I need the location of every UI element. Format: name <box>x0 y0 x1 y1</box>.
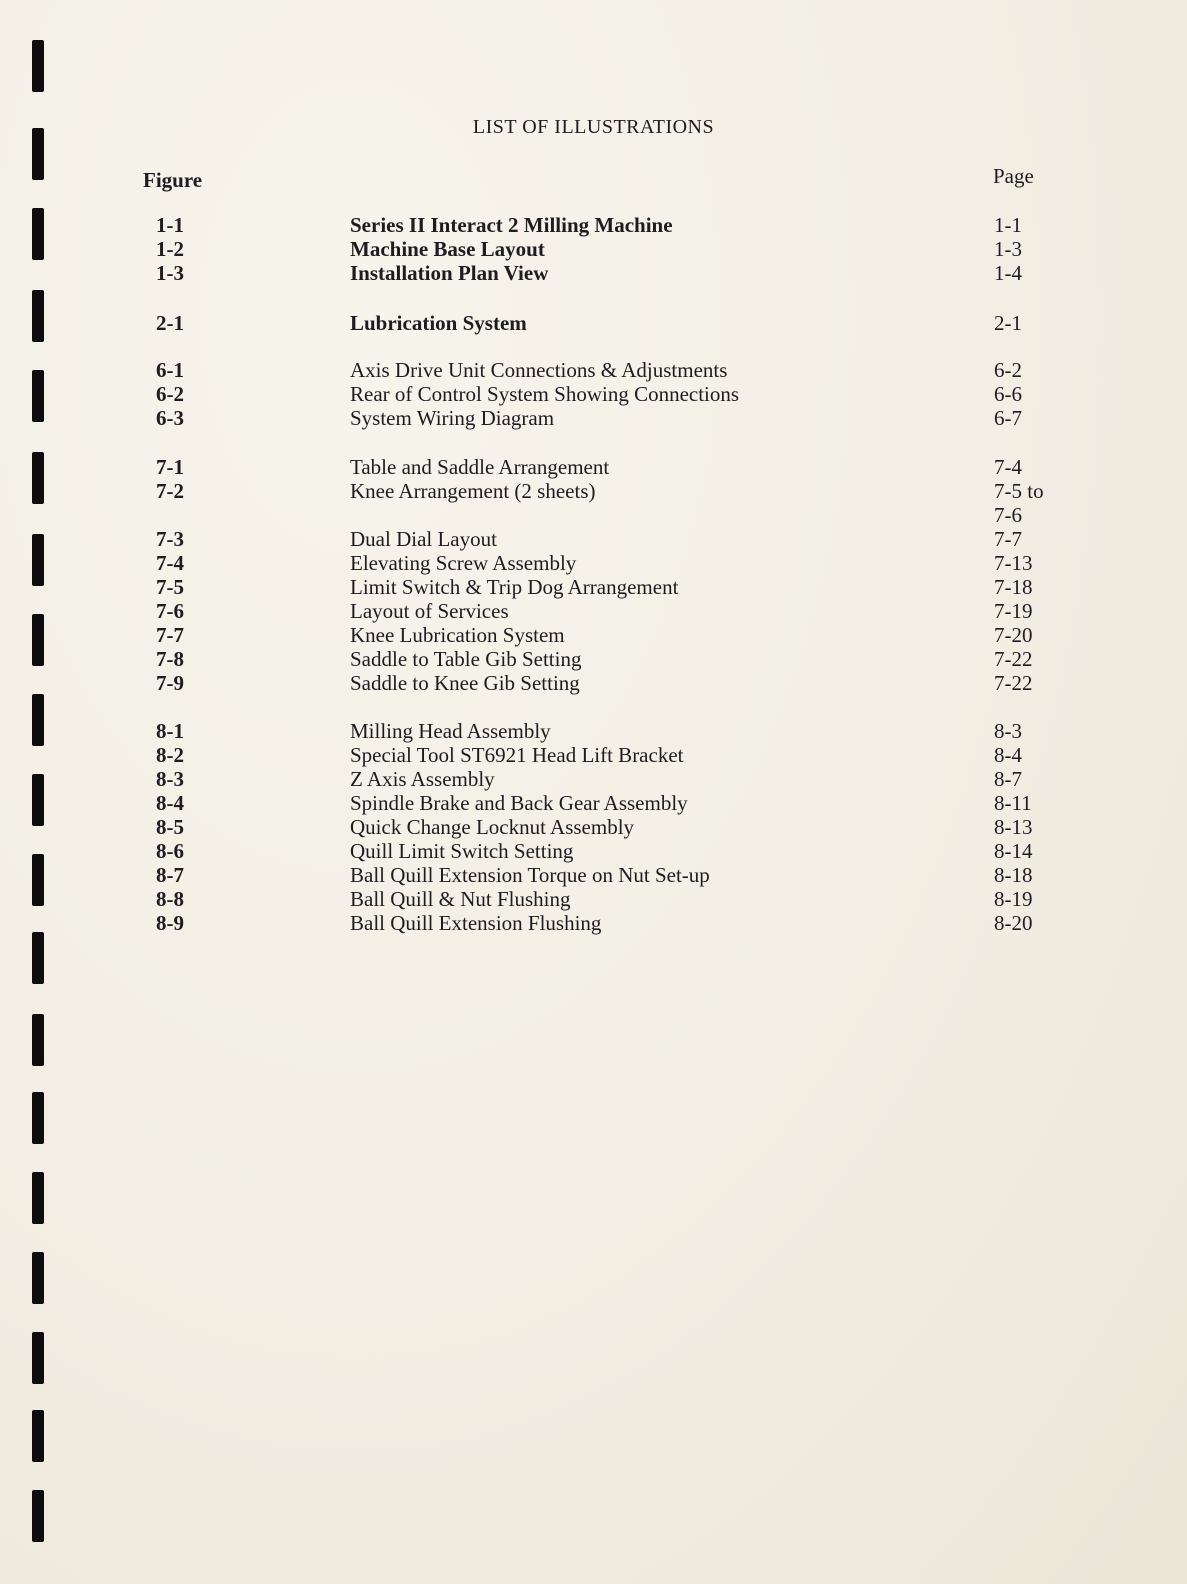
page-number: 2-1 <box>994 311 1022 335</box>
page-number: 8-13 <box>994 815 1033 839</box>
list-item <box>0 791 1187 815</box>
page-number: 7-4 <box>994 455 1022 479</box>
page-column-header: Page <box>993 164 1034 188</box>
figure-number: 7-4 <box>156 551 184 575</box>
page-number: 7-22 <box>994 671 1033 695</box>
list-item <box>0 623 1187 647</box>
page-number: 7-5 to <box>994 479 1044 503</box>
page-number: 7-19 <box>994 599 1033 623</box>
page-number: 1-1 <box>994 213 1022 237</box>
figure-number: 1-1 <box>156 213 184 237</box>
figure-title: Ball Quill Extension Torque on Nut Set-up <box>350 863 710 887</box>
figure-number: 8-9 <box>156 911 184 935</box>
list-item <box>0 382 1187 406</box>
page-number: 8-14 <box>994 839 1033 863</box>
list-item <box>0 237 1187 261</box>
figure-title: Ball Quill & Nut Flushing <box>350 887 571 911</box>
page-number: 6-7 <box>994 406 1022 430</box>
list-item <box>0 551 1187 575</box>
page-number-continuation: 7-6 <box>994 503 1022 527</box>
figure-number: 8-2 <box>156 743 184 767</box>
figure-title: Rear of Control System Showing Connections <box>350 382 740 406</box>
page-number: 8-7 <box>994 767 1022 791</box>
figure-number: 8-7 <box>156 863 184 887</box>
figure-number: 1-2 <box>156 237 184 261</box>
page-number: 7-22 <box>994 647 1033 671</box>
figure-title: Axis Drive Unit Connections & Adjustments <box>350 358 728 382</box>
figure-number: 6-1 <box>156 358 184 382</box>
page-number: 8-18 <box>994 863 1033 887</box>
figure-number: 8-4 <box>156 791 184 815</box>
list-item <box>0 479 1187 503</box>
figure-title: Knee Lubrication System <box>350 623 565 647</box>
figure-title: Series II Interact 2 Milling Machine <box>350 213 673 237</box>
page-number: 7-7 <box>994 527 1022 551</box>
figure-title: Lubrication System <box>350 311 527 335</box>
figure-title: Milling Head Assembly <box>350 719 551 743</box>
list-item <box>0 839 1187 863</box>
figure-title: Saddle to Table Gib Setting <box>350 647 582 671</box>
figure-title: Limit Switch & Trip Dog Arrangement <box>350 575 679 599</box>
list-item <box>0 863 1187 887</box>
list-item <box>0 527 1187 551</box>
figure-number: 8-1 <box>156 719 184 743</box>
figure-title: Machine Base Layout <box>350 237 545 261</box>
figure-title: Dual Dial Layout <box>350 527 497 551</box>
page-number: 6-6 <box>994 382 1022 406</box>
page-number: 8-20 <box>994 911 1033 935</box>
page-number: 7-13 <box>994 551 1033 575</box>
figure-number: 7-3 <box>156 527 184 551</box>
list-item <box>0 455 1187 479</box>
list-item <box>0 743 1187 767</box>
figure-title: Elevating Screw Assembly <box>350 551 577 575</box>
figure-number: 7-2 <box>156 479 184 503</box>
figure-number: 8-6 <box>156 839 184 863</box>
figure-title: Quick Change Locknut Assembly <box>350 815 635 839</box>
list-item <box>0 719 1187 743</box>
list-item <box>0 213 1187 237</box>
page-title: LIST OF ILLUSTRATIONS <box>472 116 715 138</box>
page-number: 1-4 <box>994 261 1022 285</box>
page-number: 7-20 <box>994 623 1033 647</box>
list-item <box>0 911 1187 935</box>
figure-title: Saddle to Knee Gib Setting <box>350 671 580 695</box>
figure-title: Table and Saddle Arrangement <box>350 455 610 479</box>
figure-title: Ball Quill Extension Flushing <box>350 911 602 935</box>
figure-number: 7-7 <box>156 623 184 647</box>
figure-number: 8-3 <box>156 767 184 791</box>
figure-title: Quill Limit Switch Setting <box>350 839 574 863</box>
figure-number: 6-3 <box>156 406 184 430</box>
list-item <box>0 261 1187 285</box>
figure-number: 2-1 <box>156 311 184 335</box>
list-item <box>0 671 1187 695</box>
list-item <box>0 311 1187 335</box>
figure-title: System Wiring Diagram <box>350 406 555 430</box>
page-number: 8-4 <box>994 743 1022 767</box>
page-number: 6-2 <box>994 358 1022 382</box>
figure-title: Z Axis Assembly <box>350 767 495 791</box>
list-item <box>0 406 1187 430</box>
list-item <box>0 599 1187 623</box>
figure-number: 1-3 <box>156 261 184 285</box>
figure-number: 7-5 <box>156 575 184 599</box>
list-item <box>0 647 1187 671</box>
list-item <box>0 815 1187 839</box>
figure-number: 8-8 <box>156 887 184 911</box>
page-number: 1-3 <box>994 237 1022 261</box>
figure-title: Layout of Services <box>350 599 509 623</box>
figure-number: 7-1 <box>156 455 184 479</box>
figure-number: 7-9 <box>156 671 184 695</box>
figure-number: 7-8 <box>156 647 184 671</box>
figure-number: 8-5 <box>156 815 184 839</box>
page-number: 8-19 <box>994 887 1033 911</box>
list-item <box>0 767 1187 791</box>
figure-column-header: Figure <box>143 168 203 192</box>
figure-title: Knee Arrangement (2 sheets) <box>350 479 596 503</box>
page-number: 8-3 <box>994 719 1022 743</box>
list-item <box>0 575 1187 599</box>
figure-title: Special Tool ST6921 Head Lift Bracket <box>350 743 684 767</box>
page-number: 8-11 <box>994 791 1032 815</box>
figure-title: Spindle Brake and Back Gear Assembly <box>350 791 688 815</box>
figure-number: 7-6 <box>156 599 184 623</box>
list-item <box>0 358 1187 382</box>
figure-number: 6-2 <box>156 382 184 406</box>
list-item <box>0 887 1187 911</box>
figure-title: Installation Plan View <box>350 261 549 285</box>
page-number: 7-18 <box>994 575 1033 599</box>
